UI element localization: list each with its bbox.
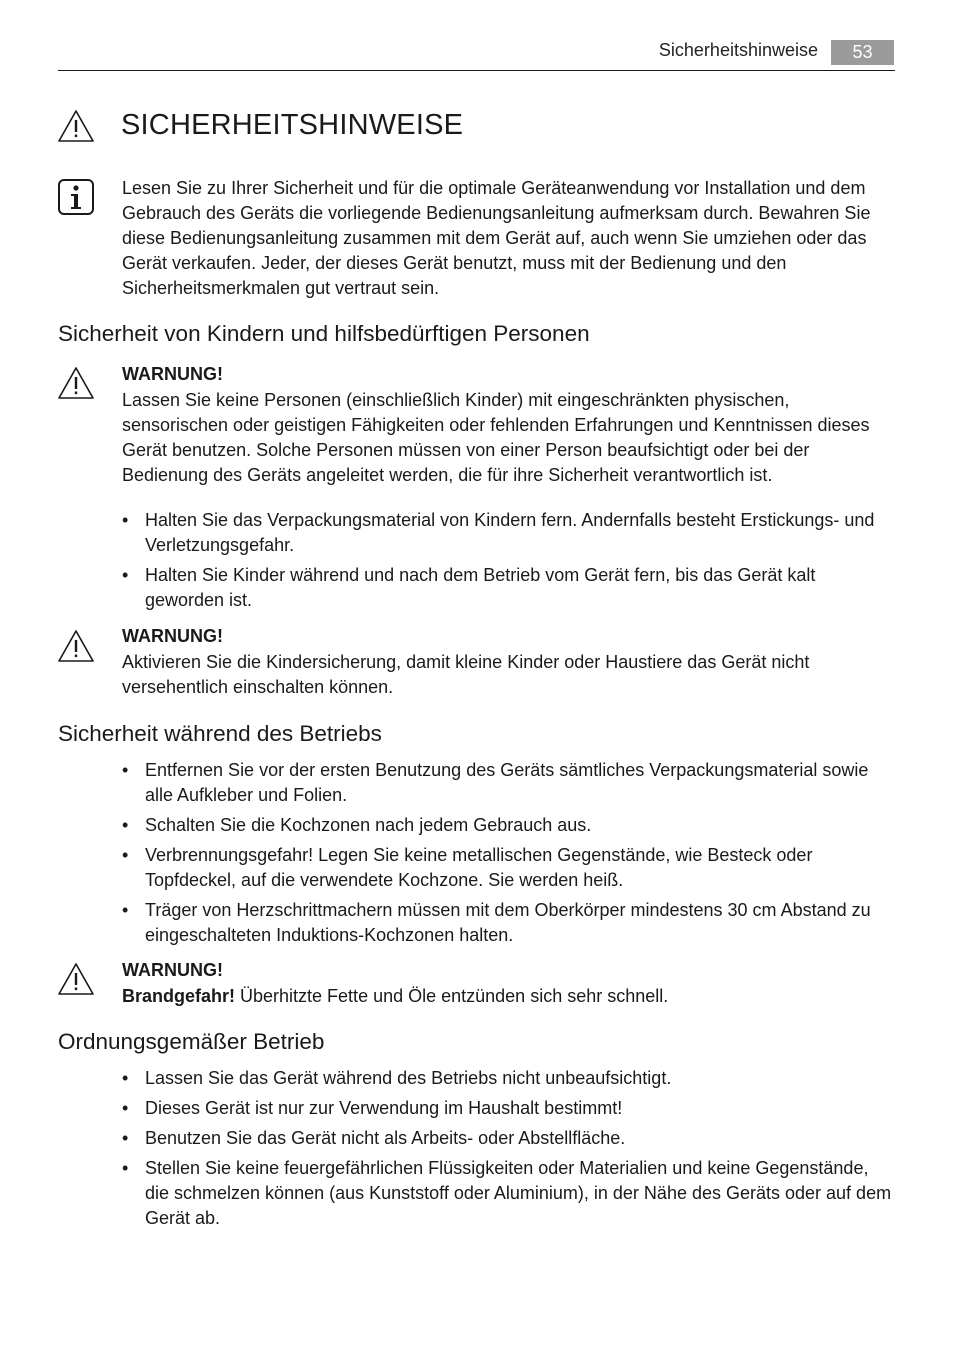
bullet-list-proper-use [122,1066,892,1236]
page-title: SICHERHEITSHINWEISE [121,109,464,141]
page-number: 53 [831,40,894,65]
warning-triangle-icon [57,366,95,400]
intro-paragraph: Lesen Sie zu Ihrer Sicherheit und für die optimale Geräteanwendung vor Installation und dem Gebrauch des Geräts die vorliegende Bedienungsanleitung aufmerksam durch. Bewahren Sie diese Bedienungsanleitung zusammen mit dem Gerät auf, auch wenn Sie umziehen oder das Gerät verkaufen. Jeder, der dieses Gerät benutzt, muss mit der Bedienung und den Sicherheitsmerkmalen gut vertraut sein. [122,178,871,298]
list-item-text: Lassen Sie das Gerät während des Betriebs nicht unbeaufsichtigt. [145,1068,672,1088]
warning-triangle-icon [57,962,95,996]
list-item-text: Verbrennungsgefahr! Legen Sie keine metallischen Gegenstände, wie Besteck oder Topfdeckel, auf die verwendete Kochzone. Sie werden heiß. [145,845,813,890]
list-item: • Stellen Sie keine feuergefährlichen Flüssigkeiten oder Materialien und keine Gegenstände, die schmelzen können (aus Kunststoff oder Aluminium), in der Nähe des Geräts oder auf dem Gerät ab. [122,1158,892,1228]
list-item-text: Halten Sie das Verpackungsmaterial von Kindern fern. Andernfalls besteht Erstickungs- und Verletzungsgefahr. [145,510,875,555]
list-item: • Entfernen Sie vor der ersten Benutzung des Geräts sämtliches Verpackungsmaterial sowie alle Aufkleber und Folien. [122,760,869,805]
list-item: • Dieses Gerät ist nur zur Verwendung im Haushalt bestimmt! [122,1098,623,1118]
section-heading-proper-use: Ordnungsgemäßer Betrieb [58,1029,325,1054]
list-item-text: Dieses Gerät ist nur zur Verwendung im Haushalt bestimmt! [145,1098,623,1118]
bullet-list-children [122,508,892,618]
bullet-list-operation [122,758,892,953]
list-item: • Halten Sie Kinder während und nach dem Betrieb vom Gerät fern, bis das Gerät kalt geworden ist. [122,565,816,610]
list-item: • Benutzen Sie das Gerät nicht als Arbeits- oder Abstellfläche. [122,1128,626,1148]
list-item: • Lassen Sie das Gerät während des Betriebs nicht unbeaufsichtigt. [122,1068,672,1088]
info-icon [57,178,95,216]
list-item-text: Stellen Sie keine feuergefährlichen Flüssigkeiten oder Materialien und keine Gegenstände, die schmelzen können (aus Kunststoff oder Aluminium), in der Nähe des Geräts oder auf dem Gerät ab. [145,1158,892,1228]
list-item: • Verbrennungsgefahr! Legen Sie keine metallischen Gegenstände, wie Besteck oder Topfdeckel, auf die verwendete Kochzone. Sie werden heiß. [122,845,813,890]
list-item-text: Benutzen Sie das Gerät nicht als Arbeits- oder Abstellfläche. [145,1128,626,1148]
warning-label: WARNUNG! [122,626,223,646]
header-rule [58,70,895,71]
running-header-title: Sicherheitshinweise [658,40,818,60]
list-item-text: Entfernen Sie vor der ersten Benutzung des Geräts sämtliches Verpackungsmaterial sowie alle Aufkleber und Folien. [145,760,869,805]
warning-text: Lassen Sie keine Personen (einschließlich Kinder) mit eingeschränkten physischen, sensorischen oder geistigen Fähigkeiten oder fehlenden Erfahrungen und Kenntnissen dieses Gerät benutzen. Solche Personen müssen von einer Person beaufsichtigt oder bei der Bedienung des Geräts angeleitet werden, die für ihre Sicherheit verantwortlich ist. [122,390,870,485]
warning-triangle-icon [57,109,95,143]
list-item: • Schalten Sie die Kochzonen nach jedem Gebrauch aus. [122,815,592,835]
list-item-text: Träger von Herzschrittmachern müssen mit dem Oberkörper mindestens 30 cm Abstand zu eingeschalteten Induktions-Kochzonen halten. [145,900,871,945]
warning-text-rest: Überhitzte Fette und Öle entzünden sich sehr schnell. [235,986,669,1006]
list-item-text: Halten Sie Kinder während und nach dem Betrieb vom Gerät fern, bis das Gerät kalt geworden ist. [145,565,816,610]
section-heading-children-safety: Sicherheit von Kindern und hilfsbedürftigen Personen [58,321,590,346]
warning-bold-lead: Brandgefahr! [122,986,236,1006]
warning-triangle-icon [57,629,95,663]
section-heading-operation-safety: Sicherheit während des Betriebs [58,721,382,746]
warning-label: WARNUNG! [122,364,223,384]
warning-label: WARNUNG! [122,960,223,980]
list-item-text: Schalten Sie die Kochzonen nach jedem Gebrauch aus. [145,815,592,835]
warning-text: Aktivieren Sie die Kindersicherung, damit kleine Kinder oder Haustiere das Gerät nicht versehentlich einschalten können. [122,652,810,697]
list-item: • Halten Sie das Verpackungsmaterial von Kindern fern. Andernfalls besteht Erstickungs- und Verletzungsgefahr. [122,510,875,555]
list-item: • Träger von Herzschrittmachern müssen mit dem Oberkörper mindestens 30 cm Abstand zu eingeschalteten Induktions-Kochzonen halten. [122,900,871,945]
warning-text [122,984,892,1009]
